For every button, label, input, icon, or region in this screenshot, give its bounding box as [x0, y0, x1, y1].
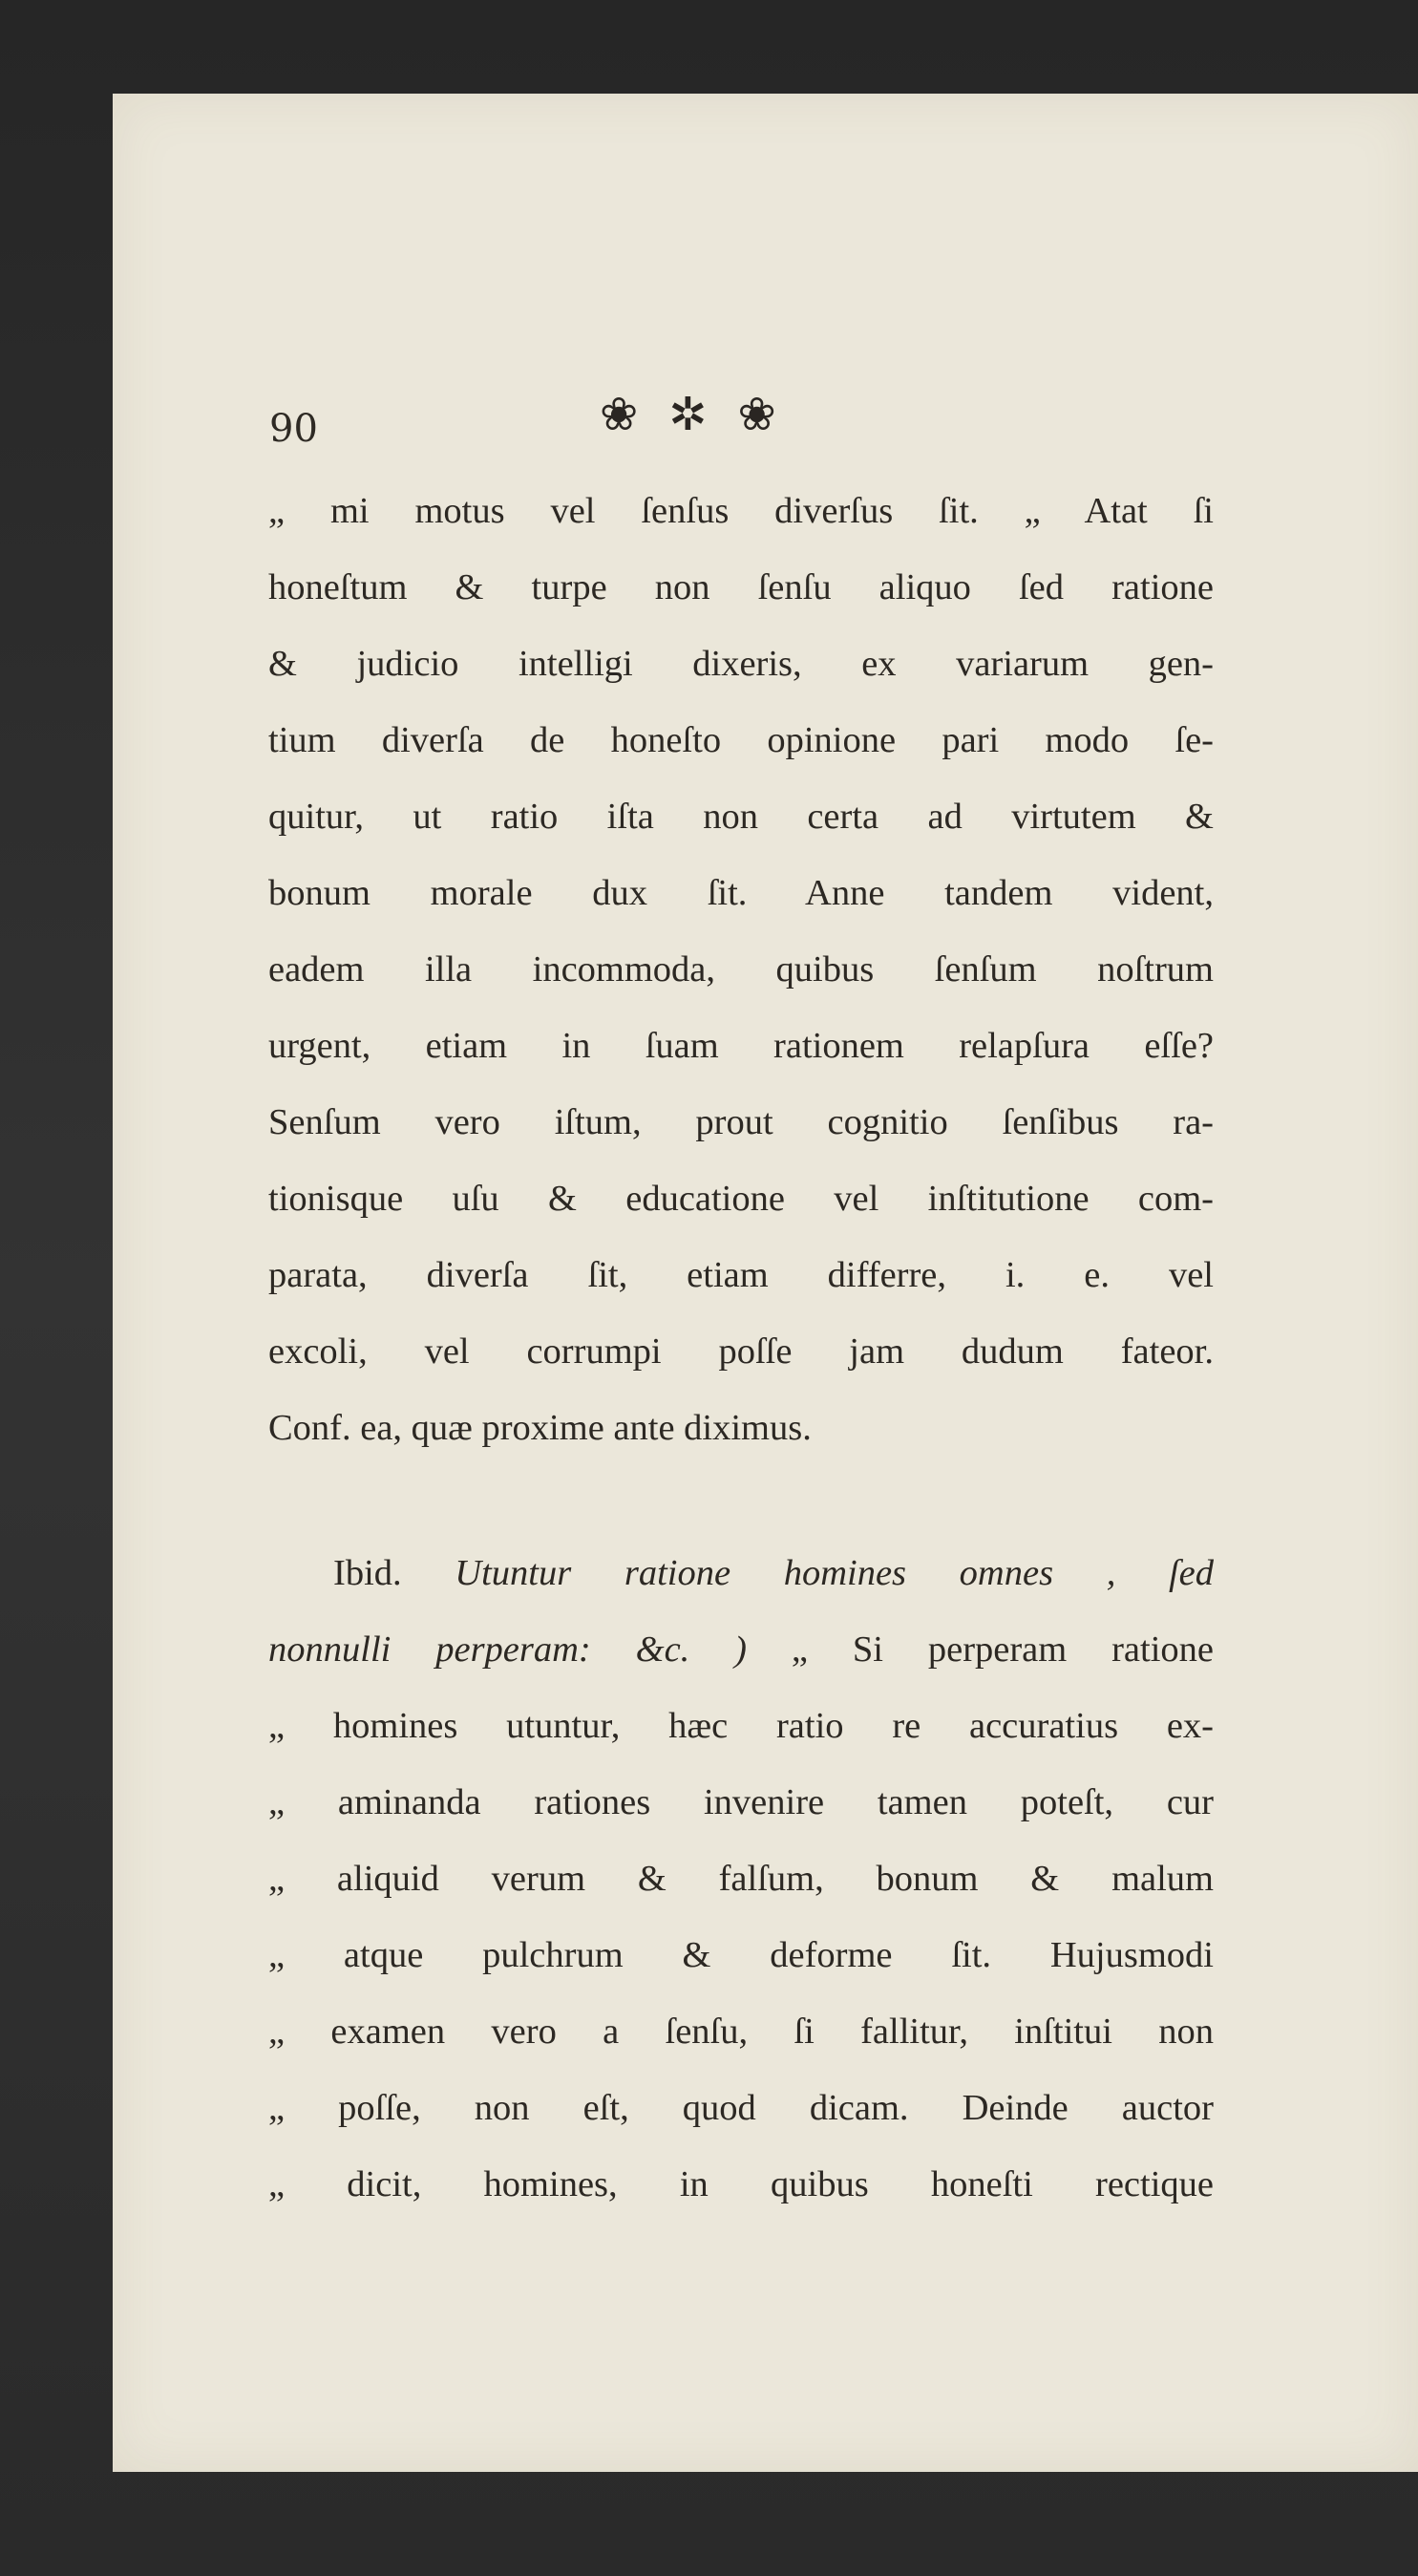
- text-line: Senſum vero iſtum, prout cognitio ſenſibus ra-: [268, 1102, 1214, 1142]
- text-line: honeſtum & turpe non ſenſu aliquo ſed ratione: [268, 567, 1214, 607]
- paragraph-1: [268, 473, 1214, 1466]
- paragraph-gap: [268, 1466, 1214, 1535]
- text-line: tionisque uſu & educatione vel inſtitutione com-: [268, 1179, 1214, 1219]
- paragraph-2: [268, 1535, 1214, 2223]
- text-line: „ homines utuntur, hæc ratio re accuratius ex-: [268, 1706, 1214, 1746]
- ibid-label: Ibid.: [333, 1553, 402, 1593]
- header-ornament: [600, 388, 776, 441]
- ornament-right-icon: ❀: [737, 388, 776, 441]
- text-line: „ atque pulchrum & deforme ſit. Hujusmodi: [268, 1935, 1214, 1975]
- body-text: [268, 473, 1214, 2223]
- text-line: eadem illa incommoda, quibus ſenſum noſtrum: [268, 949, 1214, 990]
- quoted-lemma: Utuntur ratione homines omnes , ſed: [455, 1553, 1214, 1593]
- text-line: „ poſſe, non eſt, quod dicam. Deinde auctor: [268, 2088, 1214, 2128]
- text-line: „ mi motus vel ſenſus diverſus ſit. „ Atat ſi: [268, 491, 1214, 531]
- text-line: „ aminanda rationes invenire tamen poteſt, cur: [268, 1782, 1214, 1822]
- text-line: „ dicit, homines, in quibus honeſti rectique: [268, 2164, 1214, 2204]
- text-segment: „ Si perperam ratione: [791, 1629, 1214, 1670]
- ornament-left-icon: ❀: [600, 388, 639, 441]
- text-line: bonum morale dux ſit. Anne tandem vident,: [268, 873, 1214, 913]
- text-line: urgent, etiam in ſuam rationem relapſura eſſe?: [268, 1026, 1214, 1066]
- text-line: quitur, ut ratio iſta non certa ad virtutem &: [268, 797, 1214, 837]
- text-line: [268, 1611, 1214, 1688]
- page-header: [153, 380, 1222, 457]
- text-line: parata, diverſa ſit, etiam differre, i. e. vel: [268, 1255, 1214, 1295]
- text-line: excoli, vel corrumpi poſſe jam dudum fateor.: [268, 1331, 1214, 1372]
- text-line: „ examen vero a ſenſu, ſi fallitur, inſtitui non: [268, 2012, 1214, 2052]
- text-line: „ aliquid verum & falſum, bonum & malum: [268, 1859, 1214, 1899]
- text-line: tium diverſa de honeſto opinione pari modo ſe-: [268, 720, 1214, 760]
- text-line: & judicio intelligi dixeris, ex variarum gen-: [268, 644, 1214, 684]
- text-line: Conf. ea, quæ proxime ante diximus.: [268, 1408, 812, 1448]
- quoted-lemma-cont: nonnulli perperam: &c. ): [268, 1629, 747, 1670]
- ornament-star-icon: ✲: [668, 388, 708, 441]
- text-line: [268, 1535, 1214, 1611]
- page-number: 90: [269, 407, 318, 451]
